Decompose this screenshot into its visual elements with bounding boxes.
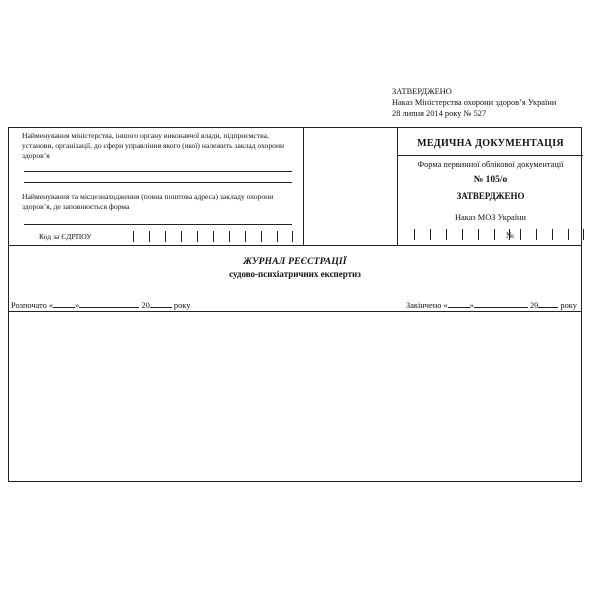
started-year-field[interactable] <box>150 299 172 308</box>
header-middle <box>304 128 398 245</box>
started-date <box>11 299 190 310</box>
journal-title: ЖУРНАЛ РЕЄСТРАЦІЇ <box>243 257 347 267</box>
started-year-prefix: 20 <box>141 301 150 310</box>
edrpou-cell[interactable] <box>181 231 197 242</box>
number-sign: № <box>506 231 514 240</box>
order-number-boxes[interactable] <box>520 229 584 240</box>
ended-day-field[interactable] <box>448 299 470 308</box>
order-number-cell[interactable] <box>552 229 568 240</box>
started-quote-close: » <box>75 301 80 310</box>
ministry-field-line-2[interactable] <box>24 182 292 183</box>
ministry-label: Найменування міністерства, іншого органу виконавчої влади, підприємства, установи, організації, до сфери управління якого (якої) належить заклад охорони здоров’я <box>22 131 285 160</box>
edrpou-label: Код за ЄДРПОУ <box>39 232 92 241</box>
approval-order: Наказ Міністерства охорони здоров’я України <box>392 98 557 107</box>
content-divider <box>9 311 581 312</box>
ended-quote-close: » <box>469 301 474 310</box>
edrpou-cell[interactable] <box>261 231 277 242</box>
order-number-cell[interactable] <box>536 229 552 240</box>
header-bottom-divider <box>9 245 581 246</box>
journal-subtitle: судово-психіатричних експертиз <box>229 269 361 279</box>
ended-month-field[interactable] <box>474 299 528 308</box>
medical-documentation-title: МЕДИЧНА ДОКУМЕНТАЦІЯ <box>417 138 564 149</box>
ended-year-suffix: року <box>560 301 577 310</box>
order-date-cell[interactable] <box>462 229 478 240</box>
ministry-field-line[interactable] <box>24 171 292 172</box>
ended-year-prefix: 20 <box>529 301 539 310</box>
moh-order: Наказ МОЗ України <box>454 213 527 222</box>
ended-year-field[interactable] <box>538 299 558 308</box>
header-right <box>398 128 583 245</box>
edrpou-cell[interactable] <box>277 231 293 242</box>
order-date-cell[interactable] <box>446 229 462 240</box>
edrpou-cell[interactable] <box>245 231 261 242</box>
institution-field-line[interactable] <box>24 224 292 225</box>
started-day-field[interactable] <box>53 299 75 308</box>
edrpou-cell[interactable] <box>149 231 165 242</box>
started-year-suffix: року <box>173 301 191 310</box>
edrpou-cell[interactable] <box>197 231 213 242</box>
approval-stamp <box>392 86 556 119</box>
edrpou-cell[interactable] <box>229 231 245 242</box>
approval-date: 28 липня 2014 року № 527 <box>392 109 487 118</box>
edrpou-cell[interactable] <box>213 231 229 242</box>
header-left <box>9 128 304 245</box>
institution-label: Найменування та місцезнаходження (повна поштова адреса) закладу охорони здоров’я, де заповнюється форма <box>22 192 274 211</box>
ended-date <box>406 299 577 310</box>
header-right-divider <box>398 155 583 156</box>
ended-label: Закінчено « <box>406 301 448 310</box>
started-label: Розпочато « <box>11 301 54 310</box>
order-number-cell[interactable] <box>520 229 536 240</box>
form-sheet <box>8 127 582 482</box>
edrpou-boxes[interactable] <box>133 231 293 242</box>
started-month-field[interactable] <box>79 299 139 308</box>
approval-status: ЗАТВЕРДЖЕНО <box>392 87 452 96</box>
approved-label: ЗАТВЕРДЖЕНО <box>456 191 525 201</box>
order-date-cell[interactable] <box>478 229 494 240</box>
form-type: Форма первинної облікової документації <box>417 160 564 169</box>
form-number: № 105/о <box>473 175 508 185</box>
order-date-cell[interactable] <box>430 229 446 240</box>
order-date-boxes[interactable] <box>414 229 510 240</box>
edrpou-cell[interactable] <box>165 231 181 242</box>
edrpou-cell[interactable] <box>133 231 149 242</box>
order-number-cell[interactable] <box>568 229 584 240</box>
order-date-cell[interactable] <box>414 229 430 240</box>
